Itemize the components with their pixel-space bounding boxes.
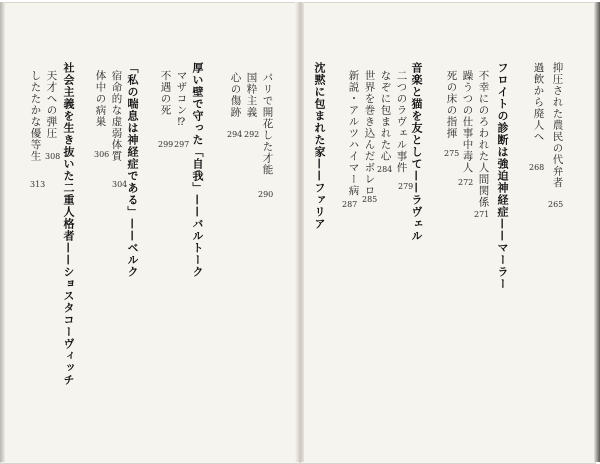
toc-item-text: マザコン⁉ xyxy=(175,70,188,129)
toc-item-text: 新説・アルツハイマー病 xyxy=(347,70,360,197)
toc-item-text: 死の床の指揮 xyxy=(445,70,458,139)
toc-item-text: 心の傷跡 xyxy=(229,72,242,118)
toc-item-text: 国粋主義 xyxy=(245,72,258,118)
toc-item-page: 304 xyxy=(112,180,128,189)
toc-item-page: 287 xyxy=(342,200,358,209)
toc-item-text: したたかな優等生 xyxy=(29,70,42,162)
toc-item-page: 285 xyxy=(362,195,378,204)
toc-item-text: 不遇の死 xyxy=(159,70,172,116)
toc-item-text: 抑圧された農民の代弁者 xyxy=(551,62,564,189)
toc-item-page: 294 xyxy=(227,130,243,139)
toc-item-text: 世界を巻き込んだボレロ xyxy=(363,70,376,197)
toc-item-text: 躁うつの仕事中毒人 xyxy=(461,70,474,174)
toc-item-page: 299 xyxy=(158,140,174,149)
toc-heading: 社会主義を生き抜いた二重人格者——ショスタコーヴィッチ xyxy=(62,62,75,386)
toc-item-text: 過飲から廃人へ xyxy=(532,62,545,143)
toc-item-text: 体中の病巣 xyxy=(94,70,107,128)
toc-item-page: 265 xyxy=(548,200,564,209)
toc-heading: 音楽と猫を友として——ラヴェル xyxy=(410,62,423,242)
toc-item-page: 268 xyxy=(529,163,545,172)
toc-item-page: 292 xyxy=(244,130,260,139)
toc-heading: フロイトの診断は強迫神経症——マーラー xyxy=(496,62,509,290)
toc-item-page: 306 xyxy=(94,150,110,159)
toc-item-page: 297 xyxy=(174,140,190,149)
toc-item-text: なぞに包まれた心 xyxy=(379,70,392,162)
toc-item-text: 宿命的な虚弱体質 xyxy=(110,70,123,162)
toc-item-page: 284 xyxy=(377,165,393,174)
toc-item-text: 天才への弾圧 xyxy=(45,70,58,139)
toc-heading: 「私の喘息は神経症である」——ベルク xyxy=(126,62,139,278)
toc-item-page: 313 xyxy=(30,180,46,189)
toc-item-text: 二つのラヴェル事件 xyxy=(395,70,408,174)
toc-heading: 沈黙に包まれた家——ファリア xyxy=(313,62,326,230)
toc-item-page: 275 xyxy=(444,149,460,158)
toc-item-page: 271 xyxy=(474,210,490,219)
toc-item-page: 308 xyxy=(45,152,61,161)
toc-item-page: 279 xyxy=(398,182,414,191)
toc-item-page: 290 xyxy=(258,190,274,199)
toc-heading: 厚い壁で守った「自我」——バルトーク xyxy=(191,62,204,278)
toc-item-page: 272 xyxy=(458,178,474,187)
toc-item-text: パリで開花した才能 xyxy=(261,72,274,176)
toc-item-text: 不幸にのろわれた人間関係 xyxy=(477,70,490,208)
